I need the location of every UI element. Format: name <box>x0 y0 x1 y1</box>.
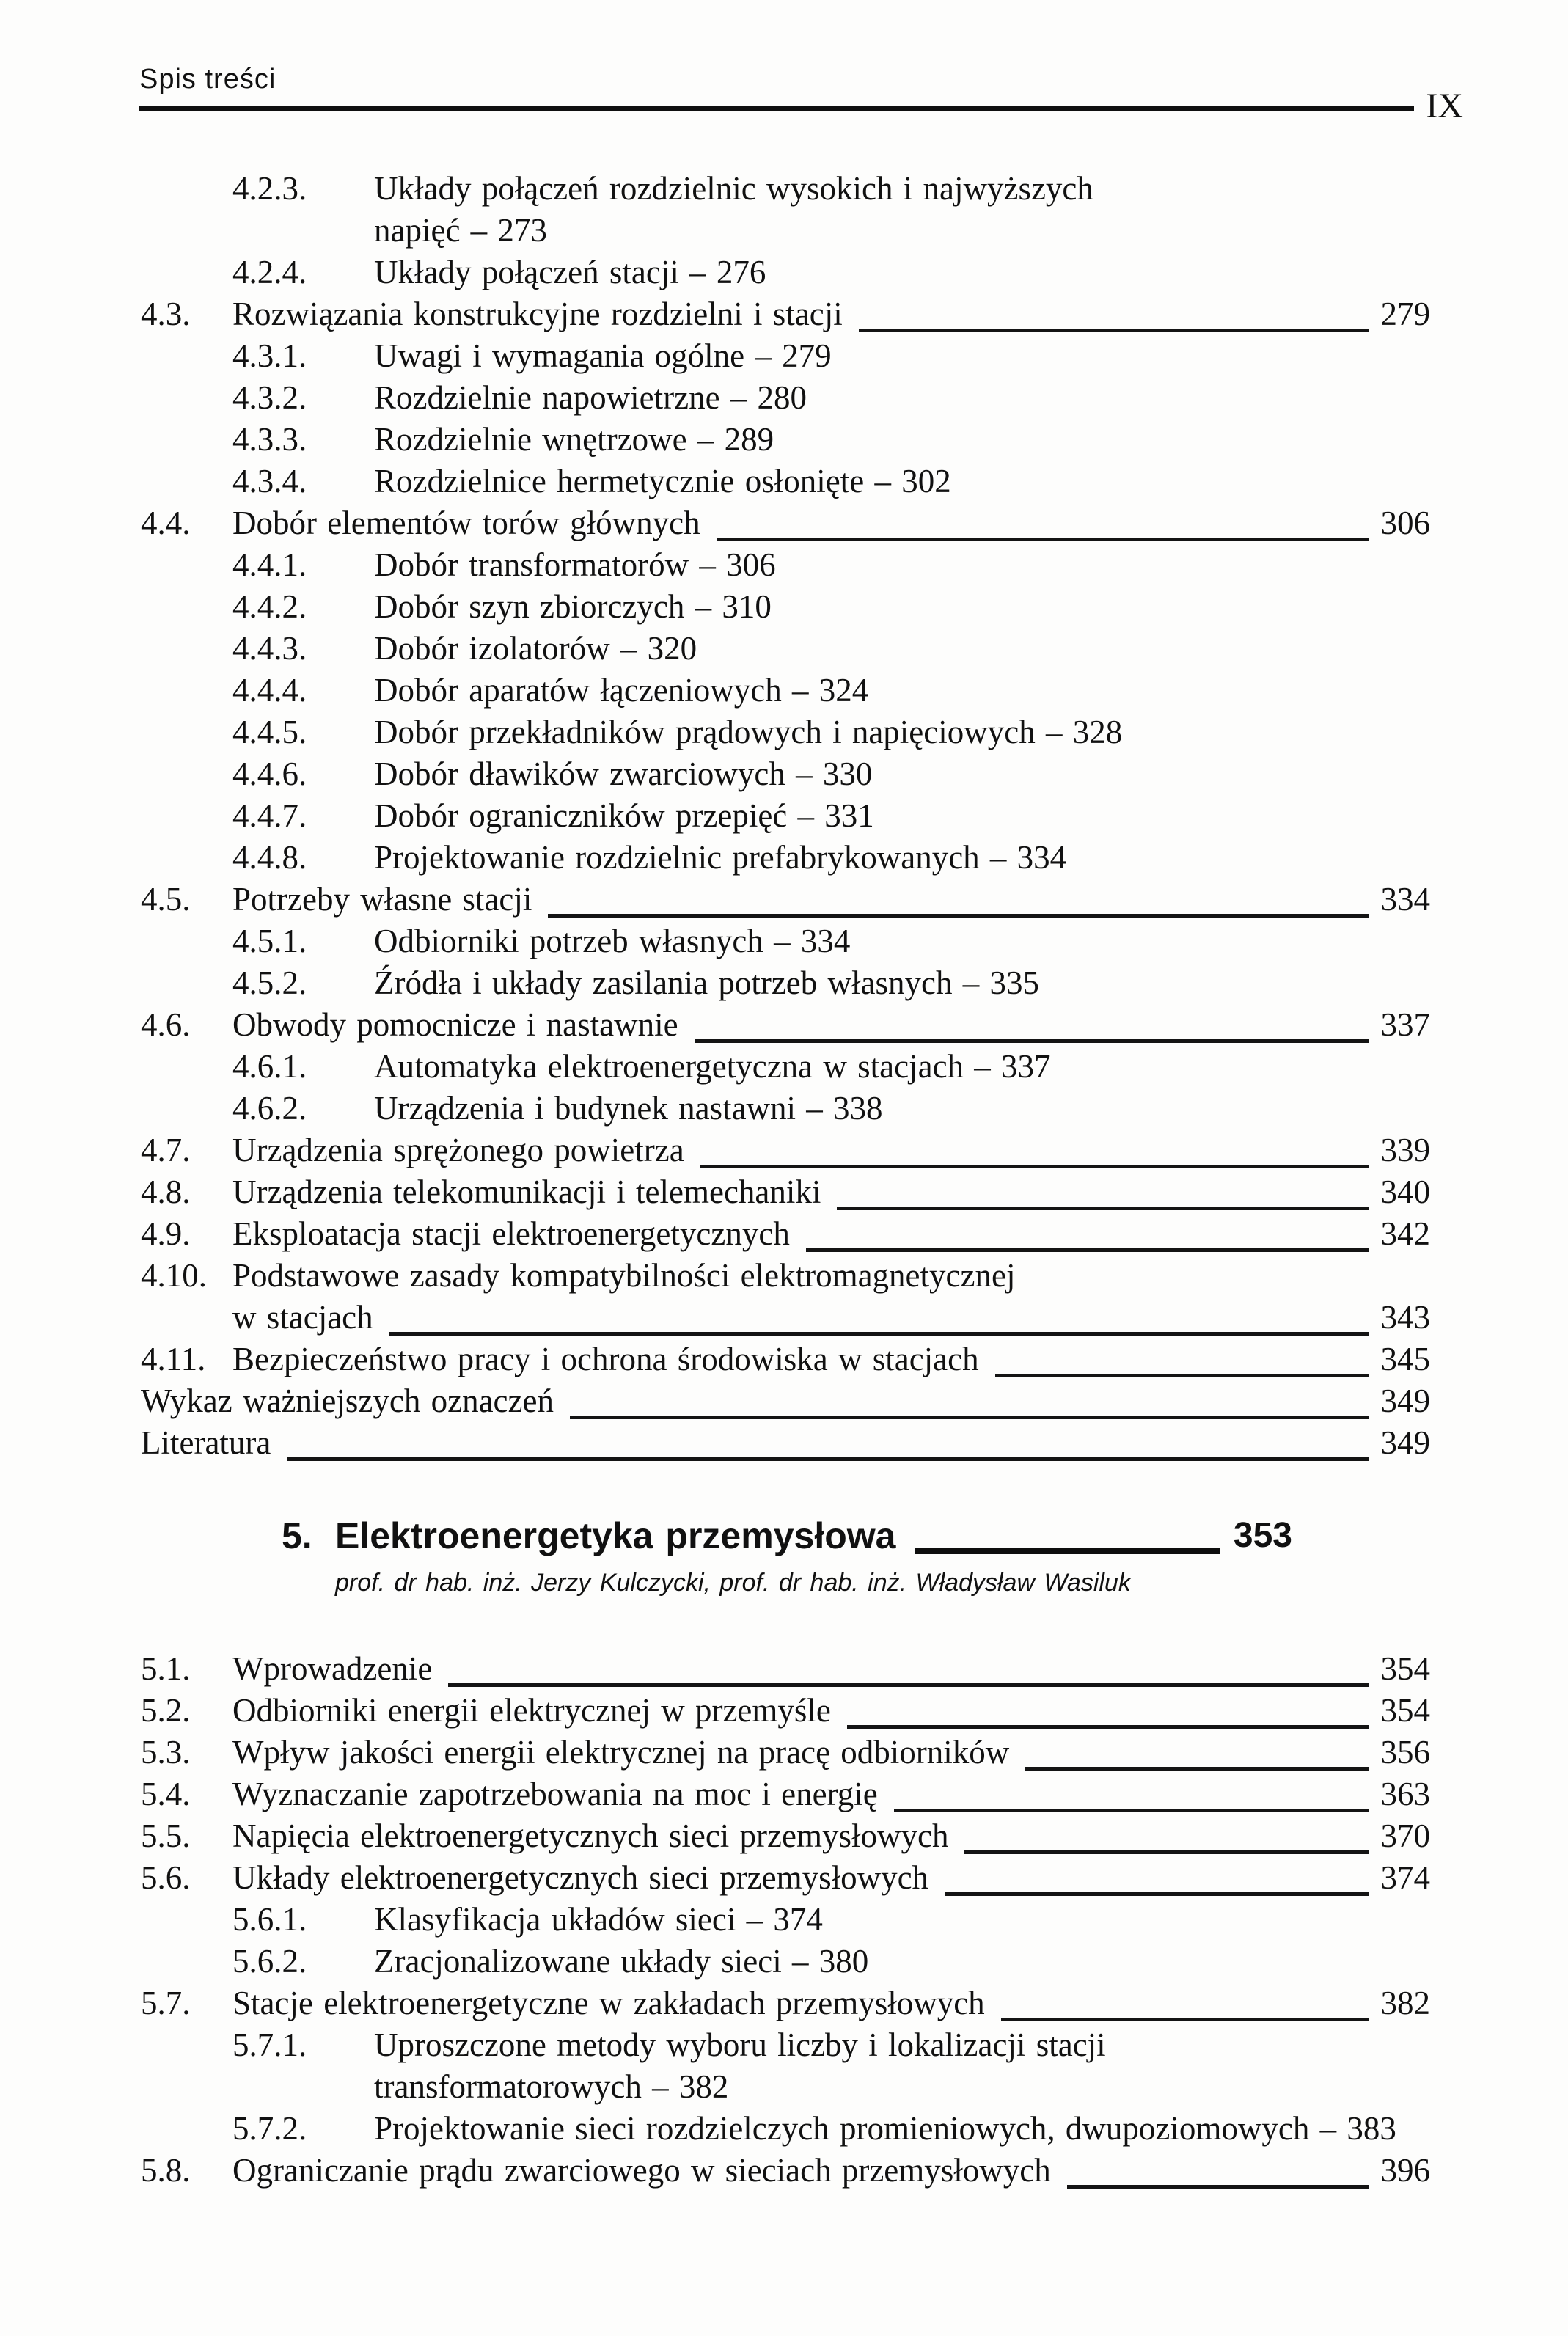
toc-row <box>141 1773 1430 1815</box>
toc-row-line <box>374 168 1430 210</box>
toc-entry-text: Dobór dławików zwarciowych – 330 <box>374 755 873 792</box>
toc-entry-text: Dobór szyn zbiorczych – 310 <box>374 588 772 625</box>
leader-line <box>806 1213 1369 1252</box>
toc-row <box>141 1690 1430 1732</box>
toc-entry-text: Dobór elementów torów głównych <box>232 505 700 541</box>
toc-row <box>141 461 1430 502</box>
toc-entry-text: Dobór aparatów łączeniowych – 324 <box>374 672 869 709</box>
toc-row-line <box>374 628 1430 670</box>
leader-line <box>837 1171 1369 1210</box>
toc-row <box>141 335 1430 377</box>
toc-row-body <box>374 795 1430 837</box>
toc-row-number: 5.6. <box>141 1859 191 1896</box>
toc-row-line <box>232 1171 1430 1213</box>
toc-row-number: 4.4. <box>141 505 191 541</box>
toc-row-number: 4.3.2. <box>232 379 307 416</box>
toc-row-body <box>374 252 1430 293</box>
leader-line <box>1067 2150 1369 2189</box>
toc-page-number: 374 <box>1380 1859 1430 1896</box>
toc-entry-text: Eksploatacja stacji elektroenergetycznych <box>232 1215 790 1252</box>
toc-row-body <box>232 1339 1430 1380</box>
toc-row-body <box>232 1213 1430 1255</box>
toc-row-body <box>232 1732 1430 1773</box>
leader-line <box>389 1297 1369 1336</box>
toc-row-number: 4.6.2. <box>232 1090 307 1127</box>
toc-row-body <box>374 2108 1430 2150</box>
toc-row-line <box>141 1380 1430 1422</box>
leader-line <box>859 293 1369 332</box>
toc-row-body <box>374 920 1430 962</box>
toc-row-number: 5.8. <box>141 2152 191 2189</box>
page-header <box>139 64 1463 125</box>
page-number: IX <box>1426 87 1463 125</box>
toc-entry-text: Napięcia elektroenergetycznych sieci przemysłowych <box>232 1817 949 1854</box>
chapter-title: Elektroenergetyka przemysłowa <box>335 1515 896 1556</box>
toc-entry-text: Dobór ograniczników przepięć – 331 <box>374 797 874 834</box>
chapter-heading <box>282 1514 1292 1597</box>
toc-row-line <box>232 1732 1430 1773</box>
toc-row-line <box>232 1982 1430 2024</box>
toc-row <box>141 586 1430 628</box>
toc-row-line <box>232 1129 1430 1171</box>
toc-row-body <box>374 377 1430 419</box>
toc-row-body <box>232 879 1430 920</box>
toc-row-body <box>374 753 1430 795</box>
toc-row <box>141 1380 1430 1422</box>
toc-row-number: 4.6. <box>141 1006 191 1043</box>
toc-row-line <box>374 670 1430 711</box>
toc-page-number: 349 <box>1380 1424 1430 1461</box>
toc-row-line <box>232 1004 1430 1046</box>
toc-row <box>141 168 1430 252</box>
toc-row-body <box>232 502 1430 544</box>
toc-row-line <box>374 419 1430 461</box>
toc-list <box>141 168 1430 2192</box>
toc-row <box>141 920 1430 962</box>
toc-row-body <box>374 544 1430 586</box>
toc-page-number: 363 <box>1380 1776 1430 1812</box>
toc-row <box>141 1422 1430 1464</box>
toc-entry-text: Klasyfikacja układów sieci – 374 <box>374 1901 823 1938</box>
toc-page-number: 342 <box>1380 1215 1430 1252</box>
toc-row <box>141 753 1430 795</box>
toc-row-line <box>374 210 1430 252</box>
toc-row <box>141 1815 1430 1857</box>
toc-row-line <box>374 711 1430 753</box>
toc-entry-text: Urządzenia sprężonego powietrza <box>232 1132 684 1168</box>
toc-row <box>141 1899 1430 1941</box>
toc-row-number: 5.7.1. <box>232 2026 307 2063</box>
toc-row-number: 5.5. <box>141 1817 191 1854</box>
toc-page-number: 339 <box>1380 1132 1430 1168</box>
toc-row-line <box>374 753 1430 795</box>
toc-row-number: 5.7.2. <box>232 2110 307 2147</box>
toc-page-number: 382 <box>1380 1985 1430 2021</box>
leader-line <box>448 1648 1369 1687</box>
page-title: Spis treści <box>139 64 276 95</box>
toc-row <box>141 628 1430 670</box>
leader-line <box>548 879 1369 918</box>
toc-row <box>141 2150 1430 2192</box>
toc-entry-text: Obwody pomocnicze i nastawnie <box>232 1006 678 1043</box>
toc-row-body <box>232 1255 1430 1339</box>
toc-row-line <box>374 335 1430 377</box>
toc-row-line <box>374 586 1430 628</box>
toc-row-body <box>374 335 1430 377</box>
toc-row-body <box>374 419 1430 461</box>
leader-line <box>570 1380 1369 1419</box>
toc-row-body <box>232 1857 1430 1899</box>
toc-entry-text: napięć – 273 <box>374 212 547 249</box>
toc-row <box>141 1171 1430 1213</box>
toc-row <box>141 1004 1430 1046</box>
toc-row-body <box>141 1380 1430 1422</box>
toc-entry-text: Stacje elektroenergetyczne w zakładach przemysłowych <box>232 1985 985 2021</box>
toc-row-body <box>232 1648 1430 1690</box>
toc-row-number: 5.7. <box>141 1985 191 2021</box>
toc-row-body <box>232 1815 1430 1857</box>
leader-line <box>915 1514 1220 1554</box>
toc-row-body <box>374 461 1430 502</box>
toc-entry-text: Rozwiązania konstrukcyjne rozdzielni i stacji <box>232 296 843 332</box>
toc-page-number: 337 <box>1380 1006 1430 1043</box>
toc-entry-text: Ograniczanie prądu zwarciowego w sieciach przemysłowych <box>232 2152 1051 2189</box>
toc-row-number: 4.5. <box>141 881 191 918</box>
toc-row-body <box>232 1690 1430 1732</box>
toc-entry-text: Układy połączeń rozdzielnic wysokich i najwyższych <box>374 170 1093 207</box>
toc-row <box>141 1129 1430 1171</box>
toc-entry-text: w stacjach <box>232 1299 373 1336</box>
scanned-toc-page <box>0 65 1568 2336</box>
toc-entry-text: Urządzenia telekomunikacji i telemechaniki <box>232 1174 821 1210</box>
leader-line <box>995 1339 1369 1377</box>
toc-page-number: 349 <box>1380 1383 1430 1419</box>
leader-line <box>964 1815 1369 1854</box>
toc-entry-text: Bezpieczeństwo pracy i ochrona środowiska w stacjach <box>232 1341 979 1377</box>
toc-row <box>141 1339 1430 1380</box>
chapter-page-number: 353 <box>1233 1516 1292 1555</box>
toc-row-line <box>232 293 1430 335</box>
chapter-heading-body <box>335 1514 1292 1597</box>
toc-row <box>141 1213 1430 1255</box>
toc-row-number: 4.11. <box>141 1341 206 1377</box>
toc-row-body <box>374 711 1430 753</box>
toc-row <box>141 711 1430 753</box>
toc-entry-text: Projektowanie sieci rozdzielczych promieniowych, dwupoziomowych – 383 <box>374 2110 1396 2147</box>
toc-row-line <box>232 1297 1430 1339</box>
toc-row-body <box>232 1171 1430 1213</box>
leader-line <box>945 1857 1369 1896</box>
toc-row-body <box>141 1422 1430 1464</box>
toc-row <box>141 1982 1430 2024</box>
toc-page-number: 306 <box>1380 505 1430 541</box>
toc-row-line <box>374 544 1430 586</box>
toc-entry-text: Rozdzielnie napowietrzne – 280 <box>374 379 807 416</box>
toc-row-line <box>374 1899 1430 1941</box>
toc-row-line <box>232 1339 1430 1380</box>
toc-row-body <box>232 1004 1430 1046</box>
toc-entry-text: Uwagi i wymagania ogólne – 279 <box>374 337 832 374</box>
toc-entry-text: Rozdzielnie wnętrzowe – 289 <box>374 421 774 458</box>
toc-entry-text: Uproszczone metody wyboru liczby i lokalizacji stacji <box>374 2026 1106 2063</box>
toc-entry-text: Dobór transformatorów – 306 <box>374 546 776 583</box>
toc-row-number: 4.9. <box>141 1215 191 1252</box>
toc-entry-text: Rozdzielnice hermetycznie osłonięte – 302 <box>374 463 951 499</box>
toc-row-number: 4.5.1. <box>232 923 307 959</box>
toc-entry-text: Wpływ jakości energii elektrycznej na pracę odbiorników <box>232 1734 1010 1771</box>
toc-row-body <box>232 1982 1430 2024</box>
toc-row <box>141 1857 1430 1899</box>
toc-row <box>141 2108 1430 2150</box>
toc-row-number: 4.4.3. <box>232 630 307 667</box>
toc-page-number: 340 <box>1380 1174 1430 1210</box>
toc-entry-text: Dobór przekładników prądowych i napięciowych – 328 <box>374 714 1123 750</box>
toc-row-body <box>374 168 1430 252</box>
toc-row-body <box>374 1899 1430 1941</box>
toc-entry-text: Potrzeby własne stacji <box>232 881 532 918</box>
leader-line <box>1001 1982 1369 2021</box>
toc-entry-text: Źródła i układy zasilania potrzeb własnych – 335 <box>374 964 1039 1001</box>
toc-row-line <box>374 1046 1430 1088</box>
toc-row-line <box>232 1773 1430 1815</box>
toc-row <box>141 1941 1430 1982</box>
toc-row-line <box>232 1213 1430 1255</box>
leader-line <box>894 1773 1369 1812</box>
toc-entry-text: Urządzenia i budynek nastawni – 338 <box>374 1090 883 1127</box>
toc-row-line <box>374 377 1430 419</box>
toc-row <box>141 879 1430 920</box>
toc-row-body <box>232 293 1430 335</box>
leader-line <box>695 1004 1369 1043</box>
toc-row-body <box>232 2150 1430 2192</box>
toc-row-number: 4.4.4. <box>232 672 307 709</box>
toc-row-body <box>374 628 1430 670</box>
toc-row <box>141 293 1430 335</box>
toc-row-line <box>374 962 1430 1004</box>
toc-row-line <box>232 2150 1430 2192</box>
toc-entry-text: Wprowadzenie <box>232 1650 433 1687</box>
toc-row-line <box>232 1648 1430 1690</box>
toc-row-number: 4.4.8. <box>232 839 307 876</box>
toc-entry-text: Dobór izolatorów – 320 <box>374 630 697 667</box>
toc-row <box>141 2024 1430 2108</box>
leader-line <box>847 1690 1369 1729</box>
chapter-number: 5. <box>282 1515 312 1556</box>
toc-row-line <box>141 1422 1430 1464</box>
toc-row-number: 5.6.2. <box>232 1943 307 1980</box>
toc-row <box>141 377 1430 419</box>
leader-line <box>1025 1732 1369 1771</box>
toc-row-number: 4.3. <box>141 296 191 332</box>
toc-entry-text: Odbiorniki energii elektrycznej w przemyśle <box>232 1692 831 1729</box>
toc-page-number: 354 <box>1380 1650 1430 1687</box>
toc-row <box>141 962 1430 1004</box>
toc-row-number: 5.3. <box>141 1734 191 1771</box>
leader-line <box>717 502 1369 541</box>
toc-row <box>141 795 1430 837</box>
toc-row-body <box>374 2024 1430 2108</box>
toc-row-line <box>374 2024 1430 2066</box>
toc-row-number: 4.3.3. <box>232 421 307 458</box>
toc-row-number: 4.2.3. <box>232 170 307 207</box>
toc-page-number: 356 <box>1380 1734 1430 1771</box>
toc-row-number: 4.2.4. <box>232 254 307 290</box>
toc-row-number: 5.6.1. <box>232 1901 307 1938</box>
toc-row <box>141 670 1430 711</box>
toc-row-line <box>374 461 1430 502</box>
toc-row <box>141 1046 1430 1088</box>
toc-row <box>141 419 1430 461</box>
leader-line <box>700 1129 1369 1168</box>
toc-row <box>141 502 1430 544</box>
toc-row-number: 4.5.2. <box>232 964 307 1001</box>
toc-row-number: 4.4.7. <box>232 797 307 834</box>
toc-row-line <box>374 1941 1430 1982</box>
header-rule <box>139 65 1414 111</box>
toc-row-line <box>374 837 1430 879</box>
toc-entry-text: Projektowanie rozdzielnic prefabrykowanych – 334 <box>374 839 1067 876</box>
toc-row-line <box>374 2066 1430 2108</box>
toc-page-number: 343 <box>1380 1299 1430 1336</box>
toc-row-line <box>232 1255 1430 1297</box>
toc-row-line <box>232 502 1430 544</box>
toc-row-line <box>374 795 1430 837</box>
toc-row-number: 4.4.1. <box>232 546 307 583</box>
toc-section-4 <box>141 168 1430 1464</box>
toc-entry-text: Zracjonalizowane układy sieci – 380 <box>374 1943 869 1980</box>
toc-row-body <box>374 837 1430 879</box>
chapter-heading-line <box>335 1514 1292 1558</box>
toc-entry-text: transformatorowych – 382 <box>374 2068 729 2105</box>
leader-line <box>287 1422 1369 1461</box>
toc-section-5 <box>141 1648 1430 2192</box>
toc-row <box>141 1255 1430 1339</box>
toc-row-number: 4.7. <box>141 1132 191 1168</box>
toc-row-body <box>374 1046 1430 1088</box>
toc-row-line <box>374 252 1430 293</box>
toc-row-body <box>232 1129 1430 1171</box>
toc-row-number: 4.3.4. <box>232 463 307 499</box>
toc-entry-text: Literatura <box>141 1424 271 1461</box>
toc-row <box>141 1732 1430 1773</box>
toc-page-number: 354 <box>1380 1692 1430 1729</box>
toc-row-number: 4.6.1. <box>232 1048 307 1085</box>
toc-row-number: 4.4.5. <box>232 714 307 750</box>
toc-row-body <box>374 1941 1430 1982</box>
toc-entry-text: Wyznaczanie zapotrzebowania na moc i energię <box>232 1776 878 1812</box>
toc-row-body <box>374 962 1430 1004</box>
toc-row-number: 5.1. <box>141 1650 191 1687</box>
toc-row-body <box>374 670 1430 711</box>
toc-page-number: 345 <box>1380 1341 1430 1377</box>
toc-entry-text: Automatyka elektroenergetyczna w stacjach – 337 <box>374 1048 1051 1085</box>
toc-row-line <box>374 2108 1430 2150</box>
toc-row-line <box>374 920 1430 962</box>
toc-row <box>141 252 1430 293</box>
toc-page-number: 370 <box>1380 1817 1430 1854</box>
toc-row-body <box>374 1088 1430 1129</box>
toc-page-number: 334 <box>1380 881 1430 918</box>
toc-row-line <box>232 1857 1430 1899</box>
toc-entry-text: Układy połączeń stacji – 276 <box>374 254 766 290</box>
toc-row-number: 4.10. <box>141 1257 207 1294</box>
toc-row-body <box>374 586 1430 628</box>
toc-page-number: 279 <box>1380 296 1430 332</box>
toc-entry-text: Odbiorniki potrzeb własnych – 334 <box>374 923 851 959</box>
toc-row-number: 4.4.6. <box>232 755 307 792</box>
chapter-authors: prof. dr hab. inż. Jerzy Kulczycki, prof. dr hab. inż. Władysław Wasiluk <box>335 1569 1131 1597</box>
toc-row-number: 4.4.2. <box>232 588 307 625</box>
toc-row-line <box>232 1815 1430 1857</box>
toc-row-line <box>232 1690 1430 1732</box>
toc-row-number: 5.4. <box>141 1776 191 1812</box>
toc-row-number: 4.8. <box>141 1174 191 1210</box>
toc-entry-text: Układy elektroenergetycznych sieci przemysłowych <box>232 1859 929 1896</box>
toc-row-line <box>232 879 1430 920</box>
toc-row-body <box>232 1773 1430 1815</box>
toc-page-number: 396 <box>1380 2152 1430 2189</box>
toc-row-line <box>374 1088 1430 1129</box>
toc-entry-text: Podstawowe zasady kompatybilności elektromagnetycznej <box>232 1257 1016 1294</box>
toc-row-number: 4.3.1. <box>232 337 307 374</box>
toc-row <box>141 1648 1430 1690</box>
toc-row <box>141 837 1430 879</box>
toc-row <box>141 544 1430 586</box>
toc-row-number: 5.2. <box>141 1692 191 1729</box>
toc-row <box>141 1088 1430 1129</box>
toc-entry-text: Wykaz ważniejszych oznaczeń <box>141 1383 554 1419</box>
